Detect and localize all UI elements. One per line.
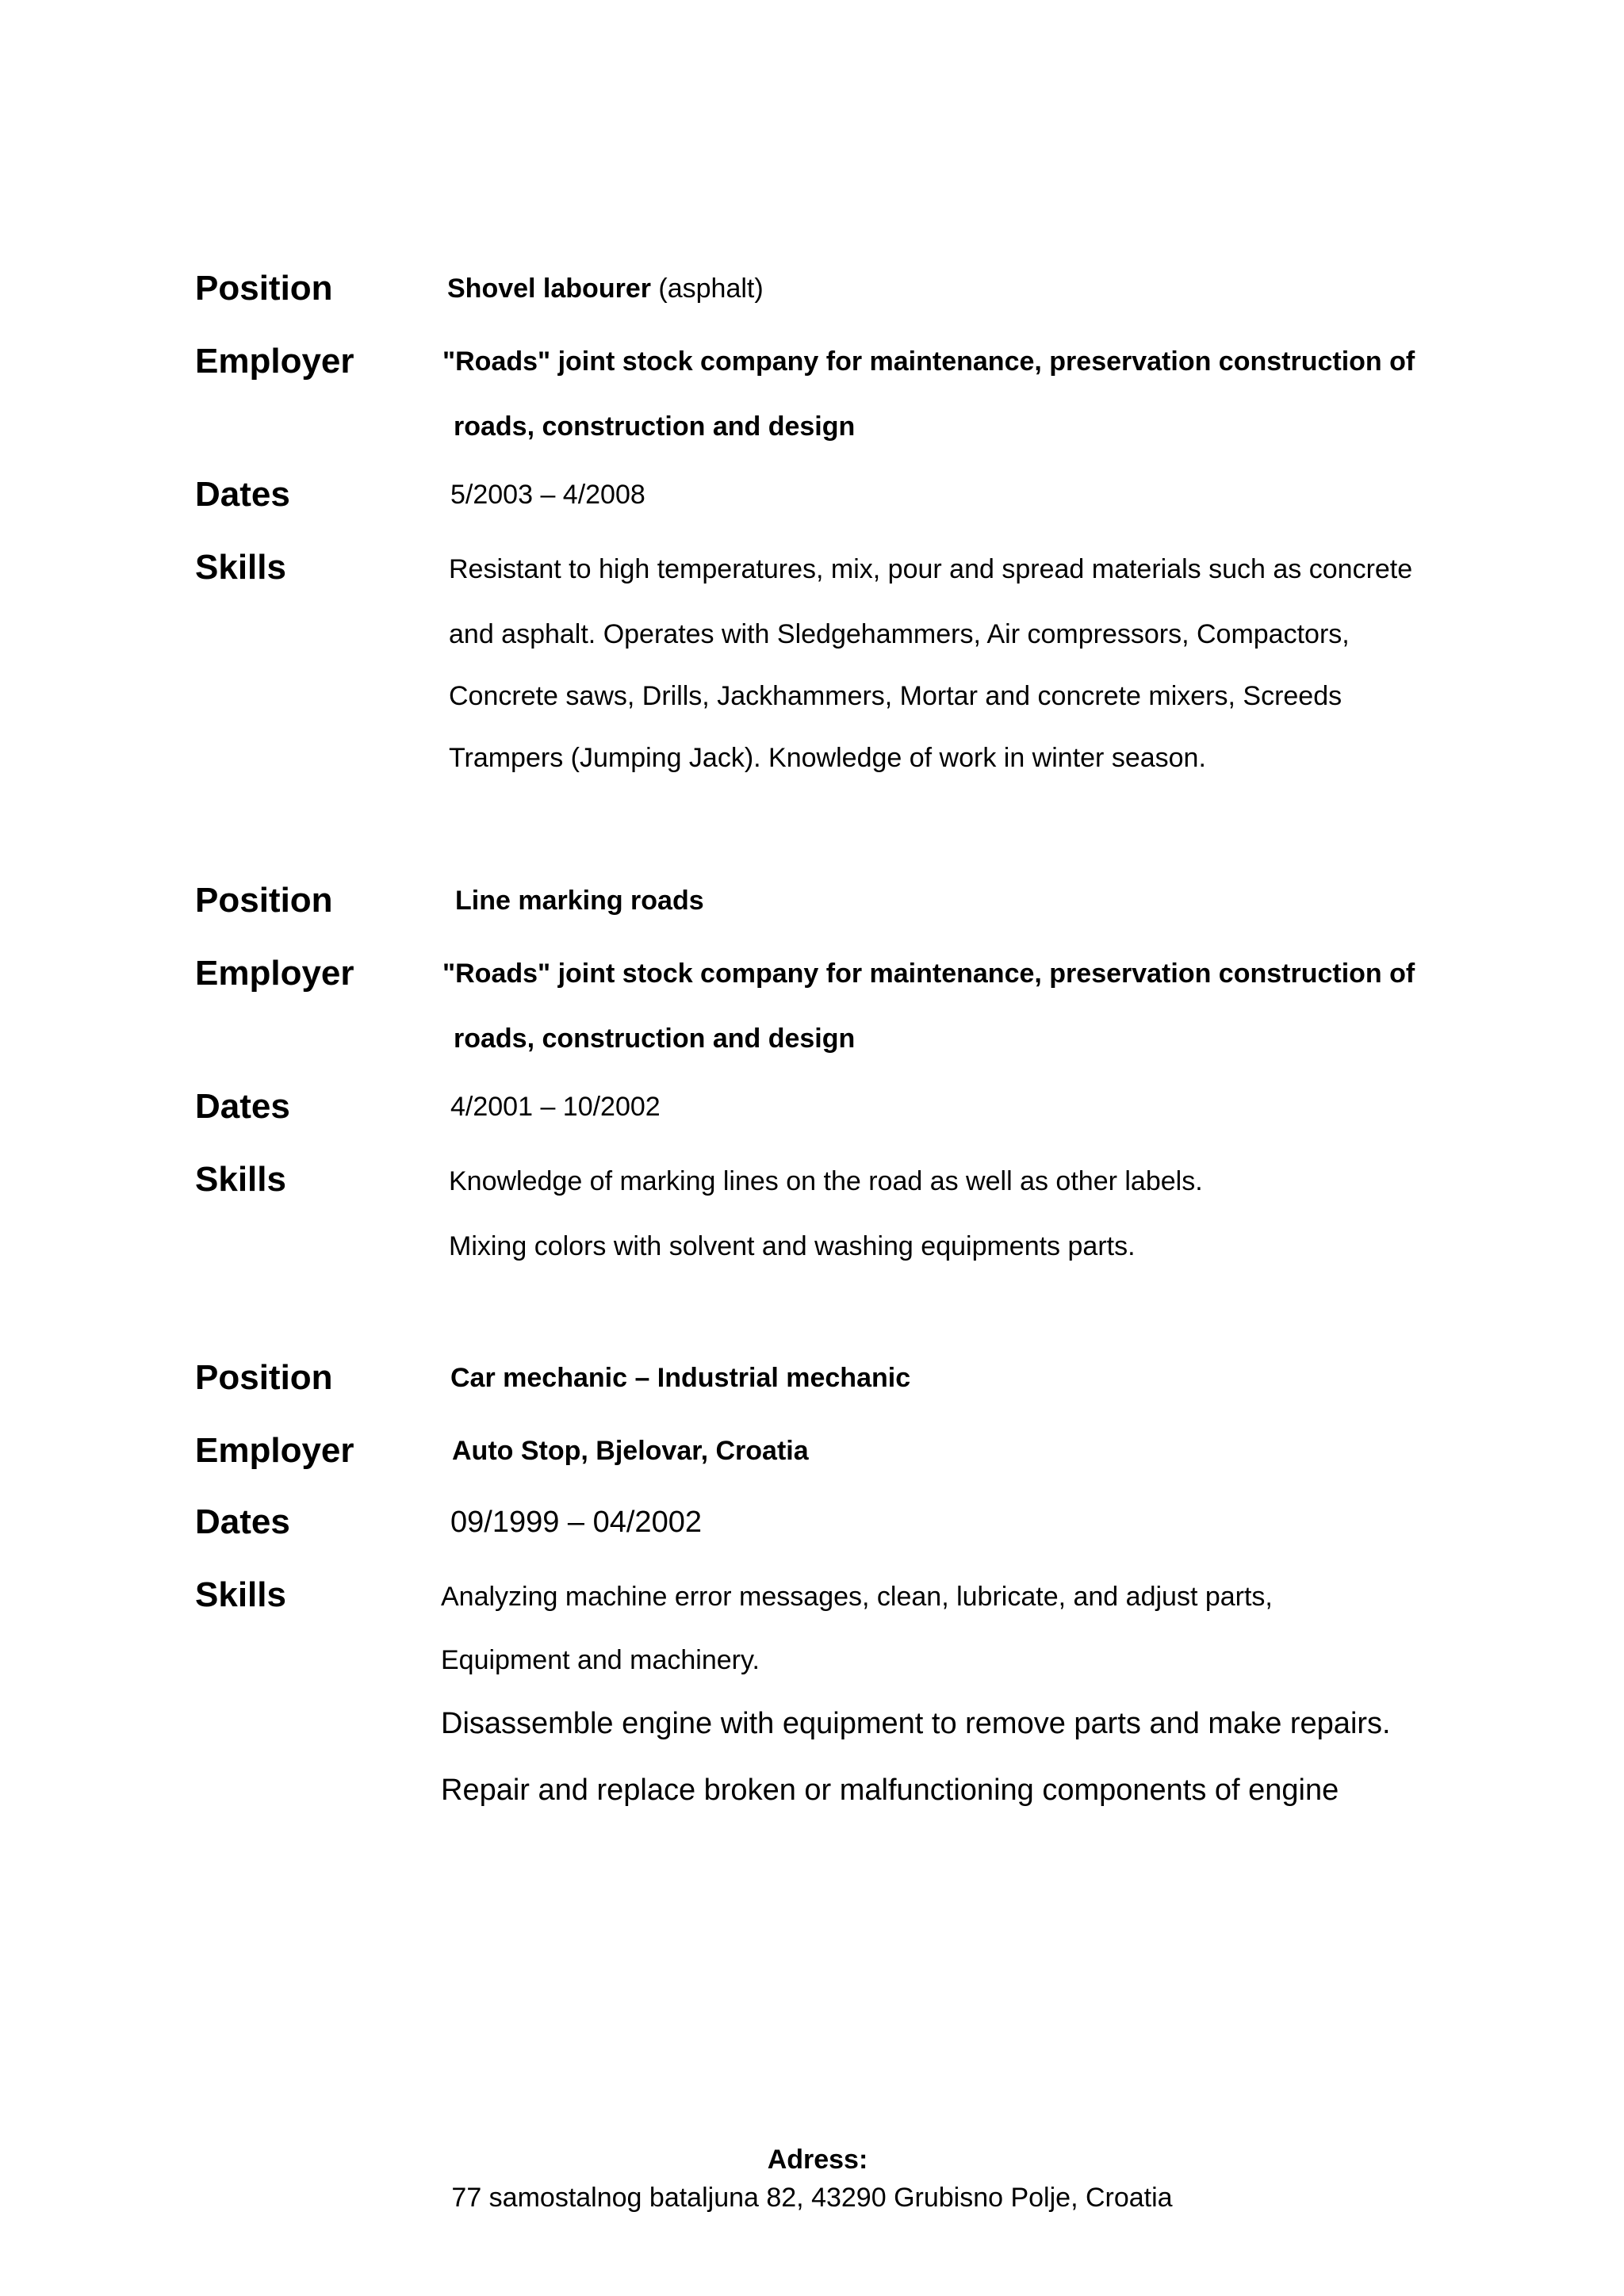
employer-label: Employer <box>195 1431 354 1470</box>
employer-name-line-1: "Roads" joint stock company for maintenance, preservation construction of <box>442 346 1415 377</box>
employer-row <box>0 951 1624 1015</box>
address-footer <box>0 2141 1624 2217</box>
position-title-bold: Shovel labourer <box>447 274 651 304</box>
dates-row <box>0 1085 1624 1148</box>
skills-line: Mixing colors with solvent and washing equipments parts. <box>449 1231 1136 1261</box>
position-label: Position <box>195 269 333 308</box>
dates-label: Dates <box>195 1087 290 1126</box>
position-title-note: (asphalt) <box>650 274 764 304</box>
dates-value: 09/1999 – 04/2002 <box>450 1506 702 1539</box>
dates-value: 4/2001 – 10/2002 <box>450 1092 661 1122</box>
employer-label: Employer <box>195 342 354 381</box>
dates-value: 5/2003 – 4/2008 <box>450 480 645 510</box>
skills-line: Repair and replace broken or malfunctioning components of engine <box>441 1774 1339 1807</box>
skills-line: Disassemble engine with equipment to remove parts and make repairs. <box>441 1707 1391 1740</box>
position-row <box>0 1356 1624 1419</box>
skills-line: Knowledge of marking lines on the road as well as other labels. <box>449 1166 1203 1196</box>
skills-line: Concrete saws, Drills, Jackhammers, Mortar and concrete mixers, Screeds <box>449 681 1342 711</box>
position-label: Position <box>195 1358 333 1397</box>
position-title <box>447 270 764 308</box>
employer-row <box>0 1429 1624 1492</box>
employer-name-line-2: roads, construction and design <box>454 411 856 442</box>
skills-line: Equipment and machinery. <box>441 1645 760 1675</box>
employer-row <box>0 339 1624 403</box>
dates-row <box>0 1500 1624 1563</box>
position-label: Position <box>195 881 333 920</box>
position-title: Line marking roads <box>455 886 704 916</box>
skills-label: Skills <box>195 1575 286 1614</box>
position-row <box>0 878 1624 942</box>
address-label: Adress: <box>767 2145 868 2175</box>
skills-line: Analyzing machine error messages, clean, lubricate, and adjust parts, <box>441 1582 1273 1612</box>
skills-line: Resistant to high temperatures, mix, pour and spread materials such as concrete <box>449 554 1413 584</box>
employer-label: Employer <box>195 954 354 993</box>
address-value: 77 samostalnog bataljuna 82, 43290 Grubisno Polje, Croatia <box>451 2183 1173 2213</box>
dates-row <box>0 473 1624 536</box>
skills-label: Skills <box>195 548 286 587</box>
dates-label: Dates <box>195 1502 290 1541</box>
position-title: Car mechanic – Industrial mechanic <box>450 1363 911 1393</box>
skills-line: Trampers (Jumping Jack). Knowledge of work in winter season. <box>449 743 1206 773</box>
skills-label: Skills <box>195 1160 286 1199</box>
position-row <box>0 266 1624 330</box>
employer-name-line-1: Auto Stop, Bjelovar, Croatia <box>452 1436 809 1466</box>
employer-name-line-1: "Roads" joint stock company for maintenance, preservation construction of <box>442 959 1415 989</box>
employer-name-line-2: roads, construction and design <box>454 1024 856 1054</box>
dates-label: Dates <box>195 475 290 514</box>
skills-line: and asphalt. Operates with Sledgehammers, Air compressors, Compactors, <box>449 619 1350 649</box>
